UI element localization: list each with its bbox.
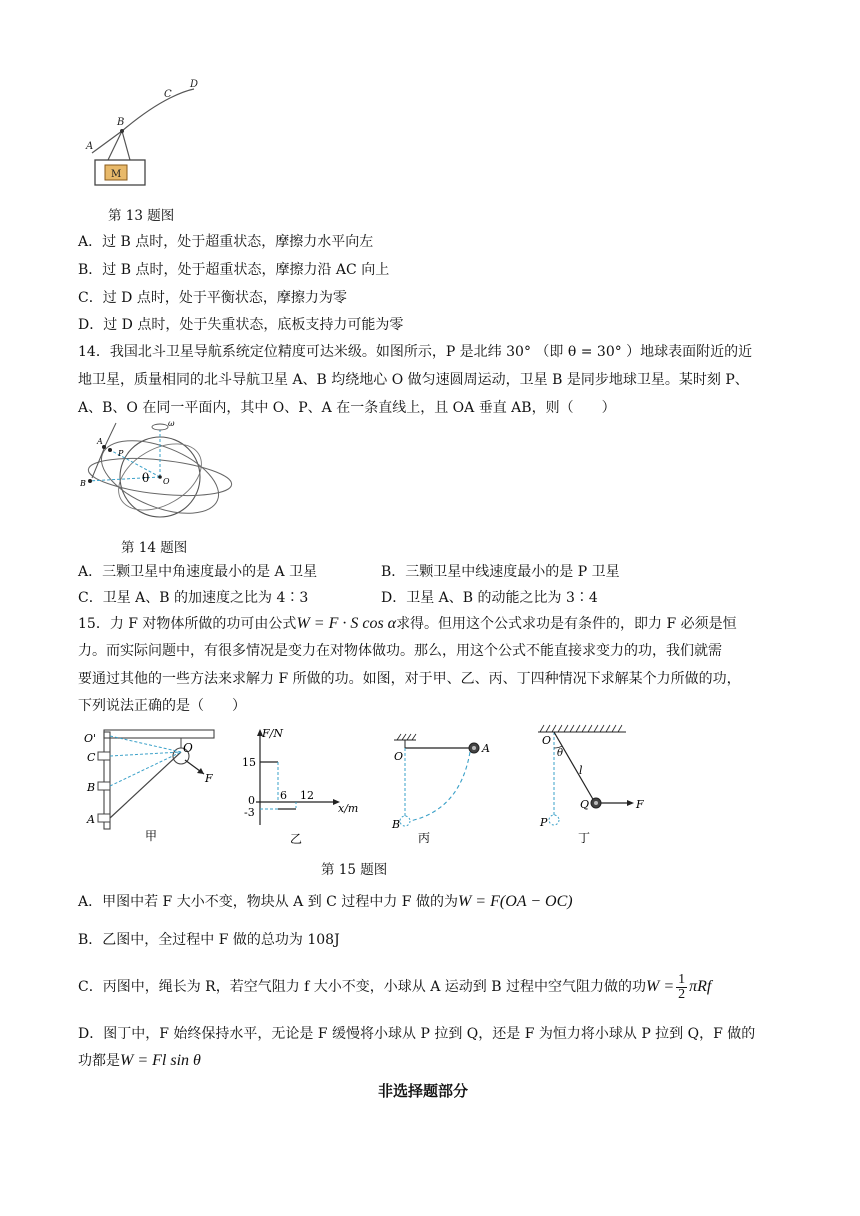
jia-name: 甲 xyxy=(145,829,158,843)
q15-option-c-fraction xyxy=(676,973,687,1002)
q15-option-a xyxy=(78,892,573,912)
q14-label-p: P xyxy=(118,449,124,458)
q13-caption: 第 13 题图 xyxy=(108,208,175,224)
q14-stem-line-2: 地卫星，质量相同的北斗导航卫星 A、B 均绕地心 O 做匀速圆周运动，卫星 B 是同步地球卫星。某时刻 P、 xyxy=(78,372,749,388)
q13-option-a: A．过 B 点时，处于超重状态，摩擦力水平向左 xyxy=(78,234,374,250)
yi-ylabel: F/N xyxy=(262,727,283,740)
yi-name: 乙 xyxy=(290,832,303,846)
q14-option-b: B．三颗卫星中线速度最小的是 P 卫星 xyxy=(381,564,620,580)
q13-figure xyxy=(78,75,218,190)
q15-stem-line-2: 力。而实际问题中，有很多情况是变力在对物体做功。那么，用这个公式不能直接求变力的功，我们就需 xyxy=(78,643,722,659)
q15-option-d-prefix: 功都是 xyxy=(78,1053,120,1069)
yi-tick-m3: -3 xyxy=(244,806,255,819)
q13-label-d: D xyxy=(190,79,199,90)
ding-label-l: l xyxy=(579,764,583,777)
bing-label-b: B xyxy=(392,818,401,831)
q14-label-theta: θ xyxy=(142,471,150,485)
q15-stem-line-4: 下列说法正确的是（ ） xyxy=(78,698,246,714)
q14-label-a: A xyxy=(97,437,103,446)
q15-figure-yi xyxy=(238,725,368,850)
q15-caption: 第 15 题图 xyxy=(321,862,388,878)
ding-name: 丁 xyxy=(578,831,591,845)
q14-figure xyxy=(80,420,240,525)
q15-figure-jia xyxy=(80,722,225,852)
ding-label-o: O xyxy=(542,734,552,747)
q13-option-d: D．过 D 点时，处于失重状态，底板支持力可能为零 xyxy=(78,317,404,333)
q14-label-b: B xyxy=(80,479,86,488)
q15-option-d-line-1: D．图丁中，F 始终保持水平，无论是 F 缓慢将小球从 P 拉到 Q，还是 F 为恒力将小球从 P 拉到 Q，F 做的 xyxy=(78,1026,756,1042)
q14-label-omega: ω xyxy=(168,420,175,428)
q13-label-m: M xyxy=(111,169,122,180)
q15-option-c-formula-left: W = xyxy=(645,978,675,995)
jia-label-a: A xyxy=(87,813,95,826)
yi-tick-0: 0 xyxy=(248,794,255,807)
jia-label-b: B xyxy=(87,781,96,794)
yi-xlabel: x/m xyxy=(338,802,359,815)
q15-option-c-formula-right: πRf xyxy=(689,978,712,995)
q15-option-c xyxy=(78,970,711,1004)
q15-option-d-line-2 xyxy=(78,1051,201,1071)
bing-name: 丙 xyxy=(418,831,431,845)
q14-caption: 第 14 题图 xyxy=(121,540,188,556)
yi-tick-6: 6 xyxy=(280,789,287,802)
bing-label-o: O xyxy=(394,750,404,763)
q14-label-o: O xyxy=(163,477,170,486)
q15-stem-line-1 xyxy=(78,614,737,634)
q13-label-b: B xyxy=(117,117,125,128)
fraction-denominator: 2 xyxy=(678,986,686,1002)
q14-stem-line-3: A、B、O 在同一平面内，其中 O、P、A 在一条直线上，且 OA 垂直 AB，则（ ） xyxy=(78,400,616,416)
q14-option-c: C．卫星 A、B 的加速度之比为 4∶3 xyxy=(78,590,309,606)
q15-figure-ding xyxy=(534,722,674,848)
jia-label-o: O xyxy=(183,741,193,755)
q14-option-a: A．三颗卫星中角速度最小的是 A 卫星 xyxy=(78,564,318,580)
q15-option-b: B．乙图中，全过程中 F 做的总功为 108J xyxy=(78,932,340,948)
q13-label-c: C xyxy=(164,89,172,100)
q15-option-c-text: C．丙图中，绳长为 R，若空气阻力 f 大小不变，小球从 A 运动到 B 过程中空气阻力做的功 xyxy=(78,979,646,995)
q14-option-d: D．卫星 A、B 的动能之比为 3∶4 xyxy=(381,590,598,606)
q15-figure-bing xyxy=(388,730,498,848)
q15-stem-suffix: 求得。但用这个公式求功是有条件的，即力 F 必须是恒 xyxy=(396,616,737,632)
q15-option-a-formula: W = F(OA − OC) xyxy=(457,893,573,910)
track-curve xyxy=(92,89,194,153)
section-title: 非选择题部分 xyxy=(378,1082,469,1100)
q14-stem-line-1: 14．我国北斗卫星导航系统定位精度可达米级。如图所示，P 是北纬 30° （即 θ = 30° ）地球表面附近的近 xyxy=(78,344,753,360)
ding-label-theta: θ xyxy=(557,748,564,759)
q15-work-formula: W = F · S cos α xyxy=(296,615,397,632)
q15-stem-line-3: 要通过其他的一些方法来求解力 F 所做的功。如图，对于甲、乙、丙、丁四种情况下求解某个力所做的功， xyxy=(78,671,741,687)
yi-tick-15: 15 xyxy=(242,756,256,769)
jia-label-f: F xyxy=(205,772,213,785)
q13-option-c: C．过 D 点时，处于平衡状态，摩擦力为零 xyxy=(78,290,347,306)
ding-label-q: Q xyxy=(580,798,590,811)
q13-label-a: A xyxy=(86,141,94,152)
jia-label-oprime: O' xyxy=(84,732,97,745)
q15-stem-prefix: 15．力 F 对物体所做的功可由公式 xyxy=(78,616,297,632)
q15-option-d-formula: W = Fl sin θ xyxy=(120,1052,201,1069)
q13-option-b: B．过 B 点时，处于超重状态，摩擦力沿 AC 向上 xyxy=(78,262,390,278)
jia-label-c: C xyxy=(87,751,96,764)
fraction-numerator: 1 xyxy=(678,971,686,987)
ding-label-f: F xyxy=(636,798,644,811)
bing-label-a: A xyxy=(482,742,490,755)
ding-label-p: P xyxy=(540,816,548,829)
q15-option-a-text: A．甲图中若 F 大小不变，物块从 A 到 C 过程中力 F 做的为 xyxy=(78,894,458,910)
yi-tick-12: 12 xyxy=(300,789,314,802)
